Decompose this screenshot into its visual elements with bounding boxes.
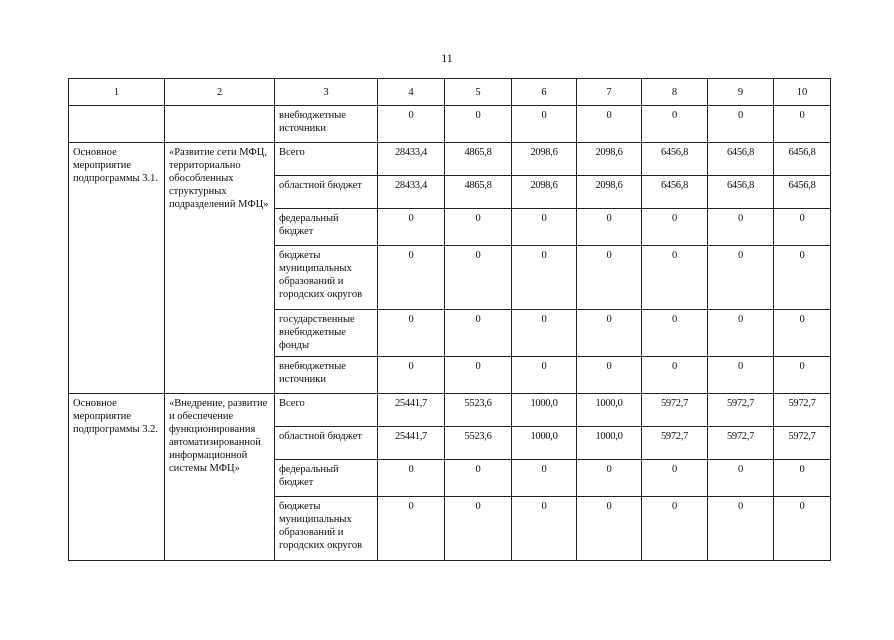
value-cell: 0 [378,460,445,497]
value-cell: 0 [642,310,708,357]
value-cell: 0 [445,310,512,357]
value-cell: 25441,7 [378,427,445,460]
page-number: 11 [441,51,453,65]
value-cell: 5972,7 [774,427,831,460]
value-cell: 6456,8 [774,143,831,176]
funding-source-cell: федеральный бюджет [275,209,378,246]
value-cell: 0 [774,460,831,497]
value-cell: 6456,8 [774,176,831,209]
funding-source-cell: внебюджетные источники [275,106,378,143]
activity-cell [69,106,165,143]
value-cell: 0 [577,310,642,357]
table-row [69,106,831,143]
value-cell: 0 [445,460,512,497]
value-cell: 0 [512,497,577,561]
value-cell: 0 [708,106,774,143]
funding-source-cell: бюджеты муниципальных образований и городских округов [275,497,378,561]
value-cell: 5523,6 [445,394,512,427]
value-cell: 0 [642,357,708,394]
value-cell: 0 [708,497,774,561]
value-cell: 2098,6 [577,176,642,209]
column-header: 2 [165,79,275,106]
value-cell: 6456,8 [708,176,774,209]
value-cell: 5972,7 [774,394,831,427]
value-cell: 0 [642,460,708,497]
value-cell: 5972,7 [708,394,774,427]
funding-source-cell: областной бюджет [275,427,378,460]
value-cell: 0 [445,357,512,394]
value-cell: 0 [708,310,774,357]
column-header: 4 [378,79,445,106]
column-header: 5 [445,79,512,106]
value-cell: 1000,0 [577,427,642,460]
value-cell: 0 [708,209,774,246]
value-cell: 2098,6 [577,143,642,176]
value-cell: 0 [512,246,577,310]
value-cell: 0 [577,497,642,561]
value-cell: 0 [577,460,642,497]
value-cell: 5972,7 [642,394,708,427]
funding-source-cell: Всего [275,143,378,176]
column-header: 3 [275,79,378,106]
value-cell: 6456,8 [642,176,708,209]
value-cell: 28433,4 [378,176,445,209]
value-cell: 0 [512,209,577,246]
value-cell: 0 [774,497,831,561]
value-cell: 0 [642,497,708,561]
value-cell: 0 [642,246,708,310]
activity-cell: Основное мероприятие подпрограммы 3.1. [69,143,165,394]
column-header: 1 [69,79,165,106]
table-row [69,143,831,176]
value-cell: 0 [445,106,512,143]
value-cell: 0 [577,209,642,246]
value-cell: 0 [512,357,577,394]
value-cell: 1000,0 [512,394,577,427]
value-cell: 0 [512,460,577,497]
value-cell: 0 [378,310,445,357]
value-cell: 0 [512,310,577,357]
value-cell: 0 [774,246,831,310]
title-cell [165,106,275,143]
value-cell: 0 [445,209,512,246]
value-cell: 0 [642,209,708,246]
funding-source-cell: государственные внебюджетные фонды [275,310,378,357]
column-header: 8 [642,79,708,106]
value-cell: 0 [445,246,512,310]
value-cell: 0 [445,497,512,561]
value-cell: 0 [378,357,445,394]
value-cell: 0 [378,209,445,246]
value-cell: 4865,8 [445,176,512,209]
value-cell: 28433,4 [378,143,445,176]
budget-table [68,78,831,561]
value-cell: 5972,7 [708,427,774,460]
value-cell: 0 [642,106,708,143]
table-row [69,394,831,427]
funding-source-cell: Всего [275,394,378,427]
value-cell: 4865,8 [445,143,512,176]
value-cell: 5972,7 [642,427,708,460]
value-cell: 1000,0 [577,394,642,427]
value-cell: 6456,8 [642,143,708,176]
funding-source-cell: областной бюджет [275,176,378,209]
value-cell: 2098,6 [512,143,577,176]
value-cell: 0 [577,357,642,394]
funding-source-cell: федеральный бюджет [275,460,378,497]
value-cell: 5523,6 [445,427,512,460]
value-cell: 0 [774,106,831,143]
title-cell: «Развитие сети МФЦ, территориально обособленных структурных подразделений МФЦ» [165,143,275,394]
funding-source-cell: бюджеты муниципальных образований и городских округов [275,246,378,310]
column-number-row [69,79,831,106]
value-cell: 0 [577,106,642,143]
value-cell: 2098,6 [512,176,577,209]
value-cell: 0 [577,246,642,310]
value-cell: 0 [378,246,445,310]
activity-cell: Основное мероприятие подпрограммы 3.2. [69,394,165,561]
value-cell: 0 [708,460,774,497]
title-cell: «Внедрение, развитие и обеспечение функционирования автоматизированной информационной системы МФЦ» [165,394,275,561]
value-cell: 0 [378,497,445,561]
value-cell: 0 [708,357,774,394]
value-cell: 0 [774,209,831,246]
value-cell: 25441,7 [378,394,445,427]
value-cell: 0 [378,106,445,143]
value-cell: 0 [774,357,831,394]
value-cell: 0 [708,246,774,310]
value-cell: 6456,8 [708,143,774,176]
column-header: 7 [577,79,642,106]
column-header: 9 [708,79,774,106]
value-cell: 0 [512,106,577,143]
value-cell: 1000,0 [512,427,577,460]
column-header: 6 [512,79,577,106]
value-cell: 0 [774,310,831,357]
column-header: 10 [774,79,831,106]
funding-source-cell: внебюджетные источники [275,357,378,394]
